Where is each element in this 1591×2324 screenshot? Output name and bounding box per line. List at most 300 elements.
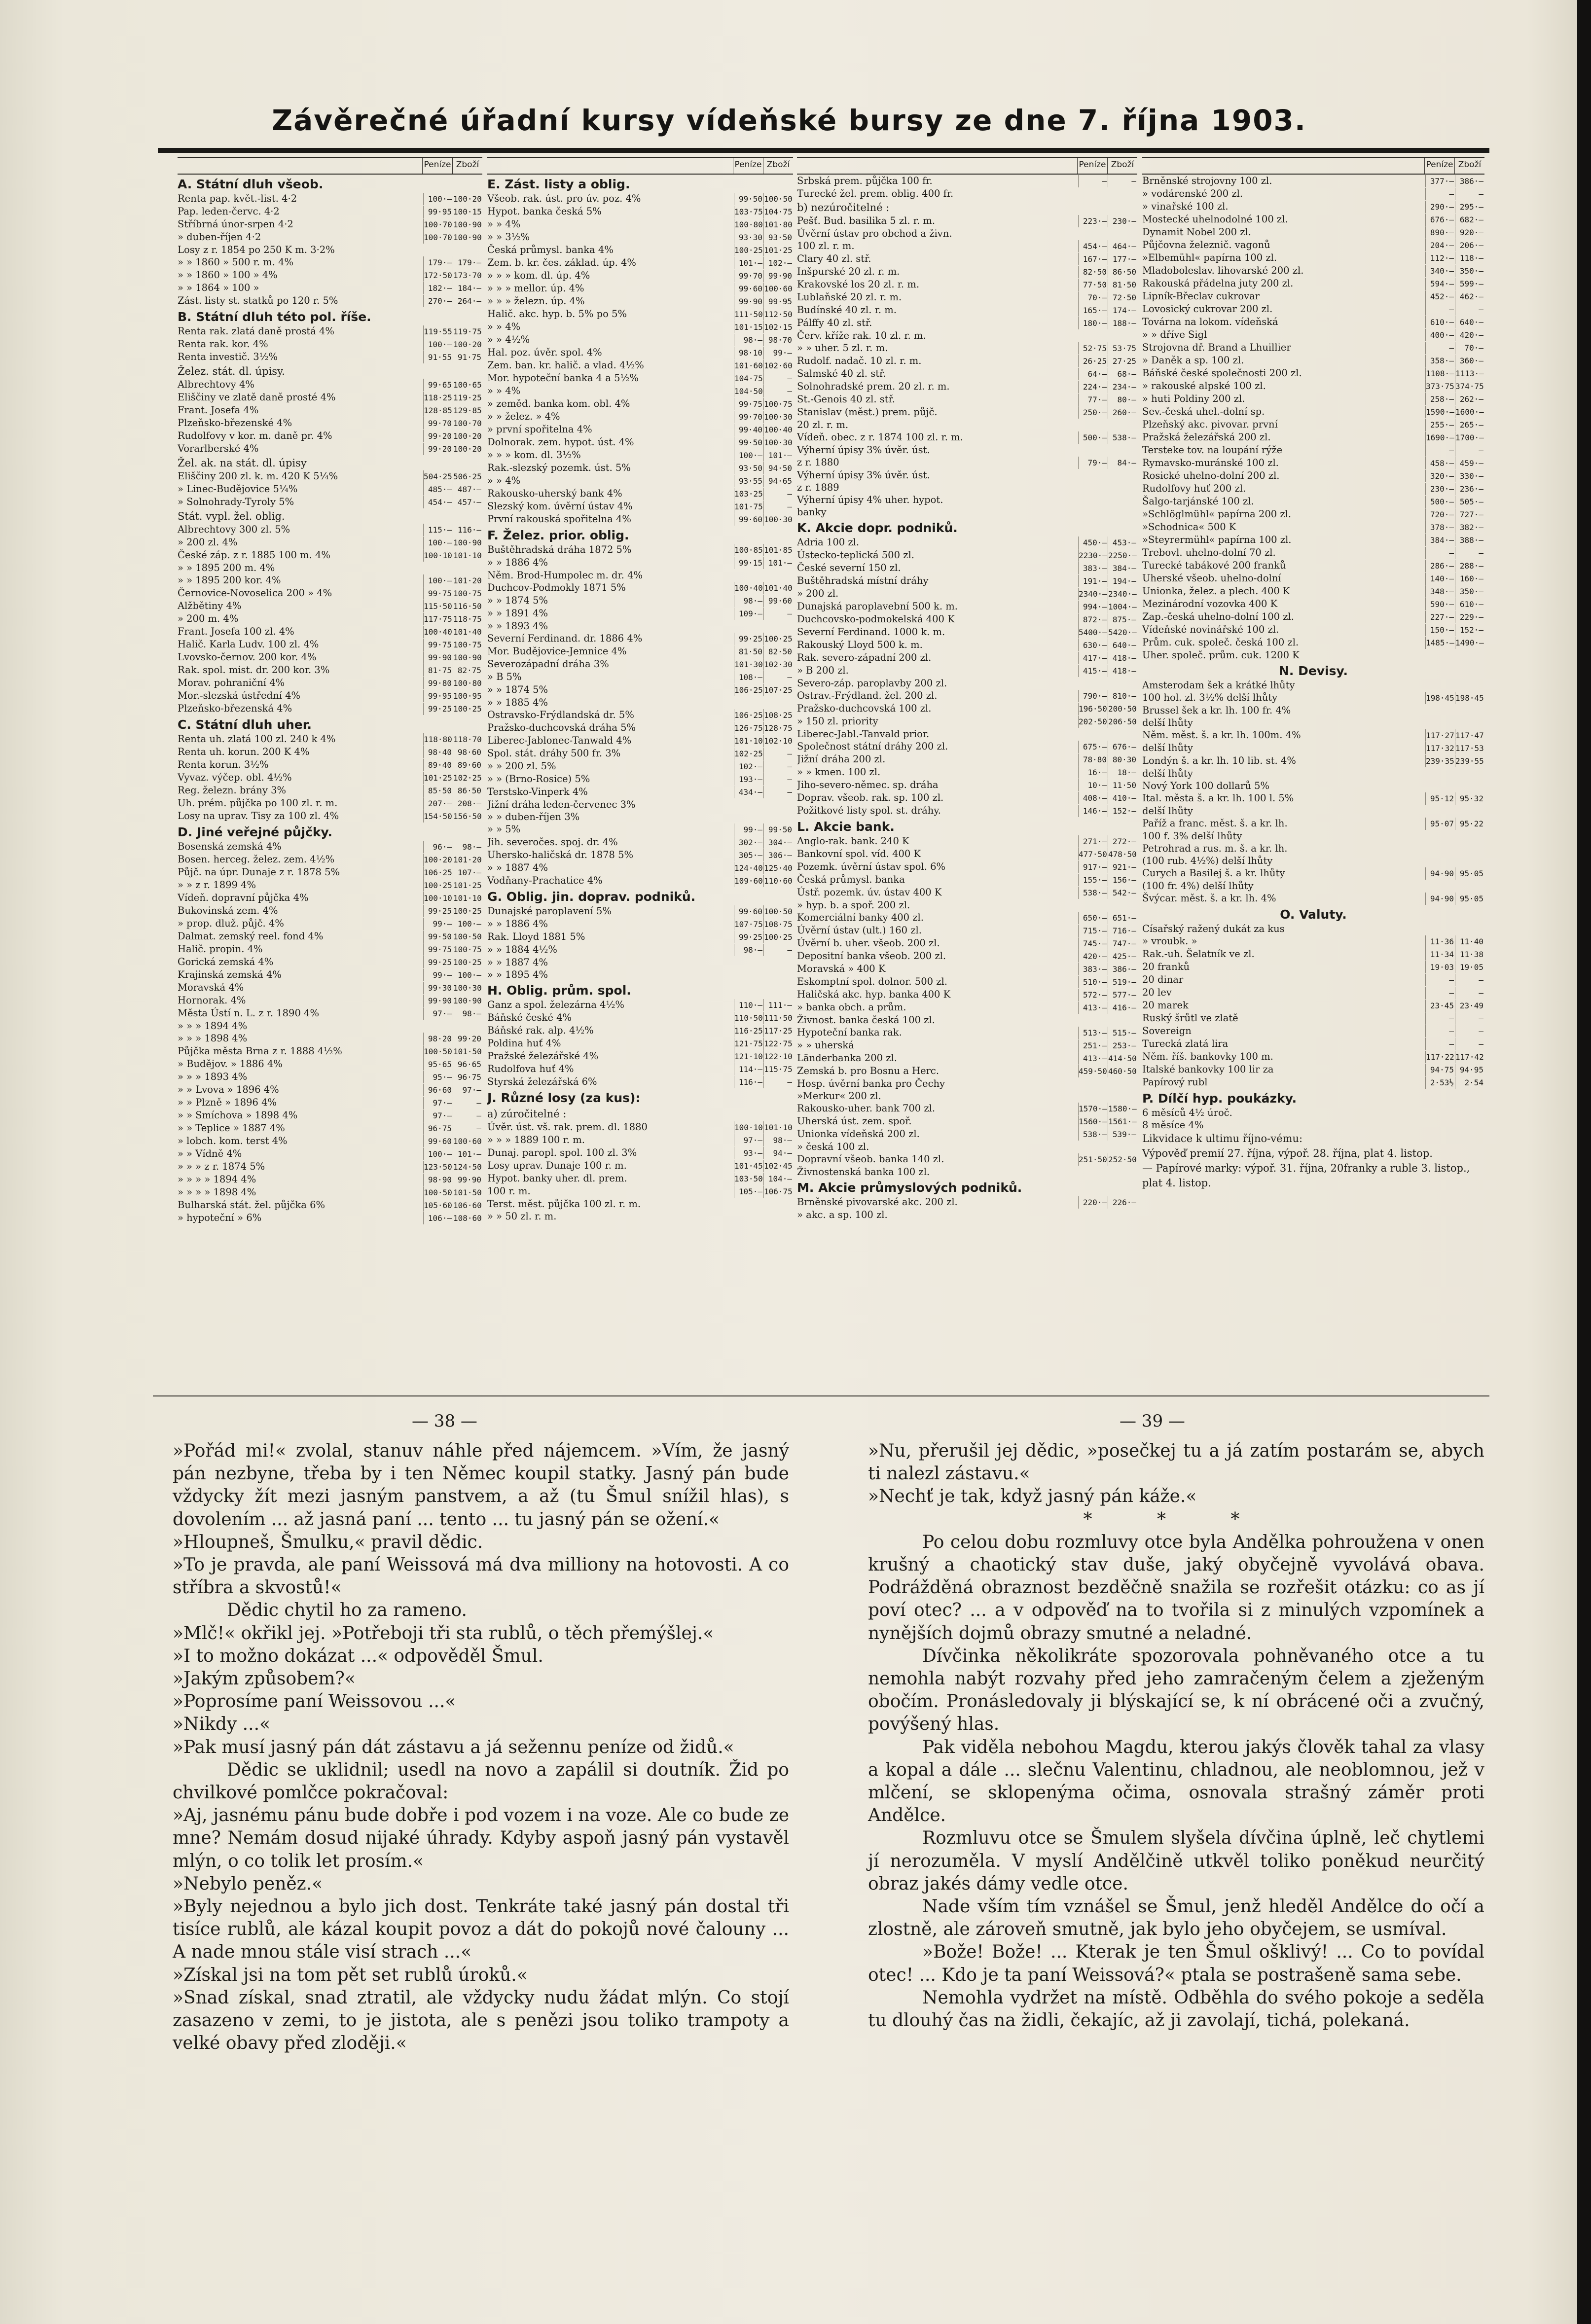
- rate-row: [797, 549, 1137, 562]
- security-name: delší lhůty: [1142, 742, 1193, 753]
- price-zbozi: —: [763, 608, 793, 620]
- security-name: Losy na uprav. Tisy za 100 zl. 4%: [178, 810, 339, 822]
- rate-row: [487, 773, 793, 786]
- price-penize: 172·50: [423, 269, 453, 282]
- security-name: Jiho-severo-němec. sp. dráha: [797, 779, 939, 790]
- security-name: Renta rak. zlatá daně prostá 4%: [178, 325, 334, 337]
- rate-row: [487, 607, 793, 620]
- security-name: Severo-záp. paroplavby 200 zl.: [797, 678, 947, 689]
- section-divider: [153, 1395, 1489, 1396]
- security-name: Vorarlberské 4%: [178, 443, 259, 454]
- price-penize: 204·—: [1425, 239, 1455, 251]
- rate-row: [178, 404, 482, 417]
- security-name: Nový York 100 dollarů 5%: [1142, 780, 1270, 791]
- price-zbozi: 98·—: [453, 841, 482, 853]
- security-name: Gorická zemská 4%: [178, 956, 274, 967]
- price-penize: 239·35: [1425, 755, 1455, 767]
- price-zbozi: 116·—: [453, 524, 482, 536]
- rate-row: [1142, 1107, 1484, 1119]
- security-name: » » 1860 » 100 » 4%: [178, 269, 278, 281]
- security-name: » » z r. 1899 4%: [178, 879, 256, 891]
- price-zbozi: 505·—: [1455, 496, 1484, 508]
- price-zbozi: 384·—: [1108, 562, 1137, 574]
- security-name: Hypoteční banka rak.: [797, 1027, 902, 1038]
- price-zbozi: 577·—: [1108, 989, 1137, 1001]
- price-zbozi: 100·50: [453, 930, 482, 943]
- price-penize: 124·40: [734, 862, 763, 874]
- security-name: Všeob. rak. úst. pro úv. poz. 4%: [487, 193, 641, 204]
- price-penize: 99·—: [423, 969, 453, 981]
- rate-row: [487, 930, 793, 943]
- price-zbozi: 91·75: [453, 351, 482, 363]
- rate-row: [178, 536, 482, 549]
- price-zbozi: 101·20: [453, 854, 482, 866]
- rate-row: [1142, 393, 1484, 405]
- rate-row: [797, 860, 1137, 873]
- price-zbozi: 264·—: [453, 295, 482, 307]
- security-name: Rak.-uh. Šelatník ve zl.: [1142, 948, 1255, 960]
- rate-row: [1142, 367, 1484, 380]
- rate-row: [1142, 767, 1484, 780]
- price-zbozi: 388·—: [1455, 534, 1484, 546]
- price-zbozi: 1004·—: [1108, 601, 1137, 613]
- security-name: Pešť. Bud. basilika 5 zl. r. m.: [797, 215, 936, 226]
- price-penize: 117·22: [1425, 1051, 1455, 1063]
- security-name: Výherní úpisy 3% úvěr. úst.: [797, 469, 930, 481]
- security-name: Půjčovna železnič. vagonů: [1142, 239, 1270, 250]
- price-zbozi: 101·—: [763, 557, 793, 569]
- price-zbozi: 234·—: [1108, 381, 1137, 393]
- subsection-heading: b) nezúročitelné :: [797, 202, 890, 214]
- price-zbozi: 110·60: [763, 875, 793, 887]
- price-penize: 96·—: [423, 841, 453, 853]
- security-name: Báňské rak. alp. 4½%: [487, 1025, 594, 1036]
- price-penize: 100·25: [423, 879, 453, 892]
- price-zbozi: 115·75: [763, 1063, 793, 1075]
- rate-row: [487, 861, 793, 874]
- price-zbozi: 95·05: [1455, 867, 1484, 880]
- rate-row: [487, 721, 793, 734]
- security-name: » vodárenské 200 zl.: [1142, 188, 1243, 199]
- rate-row: [1142, 636, 1484, 649]
- rate-row: [1142, 935, 1484, 948]
- story-paragraph: »Byly nejednou a bylo jich dost. Tenkráte také jasný pán dostal tři tisíce rublů, ale kázal koupit povoz a dát do pokojů nové čalouny ... A nade mnou stále visí strach ...«: [173, 1896, 789, 1963]
- security-name: 100 hol. zl. 3½% delší lhůty: [1142, 692, 1278, 703]
- security-name: 100 zl. r. m.: [797, 240, 855, 251]
- price-penize: 117·75: [423, 613, 453, 625]
- price-zbozi: 80·30: [1108, 753, 1137, 766]
- rate-row: [797, 380, 1137, 393]
- security-name: Společnost státní dráhy 200 zl.: [797, 741, 948, 752]
- price-zbozi: 102·45: [763, 1160, 793, 1172]
- security-name: Eliščiny ve zlatě daně prosté 4%: [178, 392, 336, 403]
- rate-row: [487, 849, 793, 861]
- section-heading: G. Oblig. jin. doprav. podniků.: [487, 890, 696, 904]
- rate-row: [178, 549, 482, 562]
- price-zbozi: 118·75: [453, 613, 482, 625]
- security-name: Úvěrní b. uher. všeob. 200 zl.: [797, 937, 940, 949]
- security-name: Rak.-slezský pozemk. úst. 5%: [487, 462, 631, 473]
- price-penize: 227·—: [1425, 611, 1455, 623]
- security-name: Dalmat. zemský reel. fond 4%: [178, 930, 324, 942]
- security-name: » » 1895 200 kor. 4%: [178, 574, 281, 586]
- price-penize: 126·75: [734, 722, 763, 734]
- price-penize: 99·40: [734, 424, 763, 436]
- price-zbozi: 18·—: [1108, 766, 1137, 779]
- price-penize: —: [1425, 1038, 1455, 1050]
- rate-row: [178, 968, 482, 981]
- rate-row: [797, 715, 1137, 728]
- price-penize: 383·—: [1078, 963, 1108, 975]
- price-zbozi: 101·80: [763, 218, 793, 231]
- price-penize: 104·50: [734, 385, 763, 397]
- price-zbozi: 173·70: [453, 269, 482, 282]
- rate-row: [178, 1147, 482, 1160]
- rate-row: [487, 474, 793, 487]
- price-zbozi: 100·25: [453, 905, 482, 917]
- rate-row: [797, 766, 1137, 779]
- rate-row: [178, 904, 482, 917]
- rate-row: [487, 500, 793, 513]
- rate-row: [797, 753, 1137, 766]
- security-name: » » Vídně 4%: [178, 1148, 242, 1159]
- security-name: 20 lev: [1142, 987, 1172, 998]
- story-paragraph: »Nechť je tak, když jasný pán káže.«: [868, 1486, 1197, 1507]
- rate-row: [797, 240, 1137, 252]
- price-penize: 101·60: [734, 359, 763, 372]
- rate-row: [178, 338, 482, 351]
- rate-row: [1142, 948, 1484, 961]
- rate-row: [1142, 431, 1484, 444]
- security-name: delší lhůty: [1142, 768, 1193, 779]
- security-name: Rak. Lloyd 1881 5%: [487, 931, 585, 942]
- section-heading: E. Zást. listy a oblig.: [487, 177, 630, 191]
- security-name: Živnostenská banka 100 zl.: [797, 1166, 930, 1178]
- price-zbozi: 1580·—: [1108, 1103, 1137, 1115]
- security-name: 100 f. 3% delší lhůty: [1142, 830, 1242, 842]
- price-zbozi: 515·—: [1108, 1027, 1137, 1039]
- price-penize: 745·—: [1078, 937, 1108, 950]
- exchange-rows: [487, 177, 793, 1222]
- price-zbozi: 252·50: [1108, 1153, 1137, 1166]
- rate-row: [487, 1172, 793, 1185]
- price-penize: 23·45: [1425, 1000, 1455, 1012]
- price-zbozi: 100·90: [453, 536, 482, 549]
- rate-row: [178, 417, 482, 429]
- rate-row: [487, 632, 793, 645]
- note-text: — Papírové marky: výpoř. 31. října, 20franky a ruble 3. listop., plat 4. listop.: [1142, 1162, 1470, 1189]
- rate-row: [1142, 649, 1484, 661]
- rate-row: [178, 746, 482, 758]
- security-name: » hyp. b. a spoř. 200 zl.: [797, 899, 910, 911]
- price-penize: 100·—: [423, 1148, 453, 1160]
- rate-row: [797, 304, 1137, 317]
- story-paragraph: »Pak musí jasný pán dát zástavu a já sežennu peníze od židů.«: [173, 1737, 734, 1757]
- price-penize: 100·40: [734, 582, 763, 594]
- subsection-heading: a) zúročitelné :: [487, 1108, 567, 1120]
- price-penize: 1560·—: [1078, 1115, 1108, 1128]
- security-name: Liberec-Jablonec-Tanwald 4%: [487, 735, 632, 746]
- price-zbozi: 122·75: [763, 1037, 793, 1050]
- rate-row: [797, 1090, 1137, 1102]
- price-zbozi: 747·—: [1108, 937, 1137, 950]
- price-zbozi: 651·—: [1108, 912, 1137, 924]
- rate-row: [487, 1075, 793, 1088]
- price-penize: 100·70: [423, 218, 453, 231]
- price-zbozi: 260·—: [1108, 406, 1137, 419]
- price-zbozi: 94·—: [763, 1147, 793, 1159]
- price-penize: 94·90: [1425, 867, 1455, 880]
- price-penize: 91·55: [423, 351, 453, 363]
- price-zbozi: 538·—: [1108, 431, 1137, 444]
- price-zbozi: 330·—: [1455, 470, 1484, 482]
- security-name: Slezský kom. úvěrní ústav 4%: [487, 501, 633, 512]
- story-paragraph: Dědic se uklidnil; usedl na novo a zapálil si doutník. Žid po chvilkové pomlčce pokračoval:: [173, 1759, 789, 1803]
- price-zbozi: 101·50: [453, 1186, 482, 1199]
- price-penize: 1590·—: [1425, 406, 1455, 418]
- security-name: » Linec-Budějovice 5¼%: [178, 483, 298, 495]
- price-penize: 96·60: [423, 1084, 453, 1096]
- security-name: Červ. kříže rak. 10 zl. r. m.: [797, 330, 926, 341]
- rate-row: [797, 175, 1137, 187]
- price-zbozi: 107·25: [763, 684, 793, 696]
- rate-row: [178, 994, 482, 1007]
- price-penize: 1485·—: [1425, 637, 1455, 649]
- price-penize: 676·—: [1425, 214, 1455, 226]
- rate-row: [797, 215, 1137, 227]
- security-name: Uherské všeob. uhelno-dolní: [1142, 572, 1281, 584]
- exchange-column-2: [487, 157, 793, 1222]
- rate-row: [178, 269, 482, 282]
- rate-row: [797, 911, 1137, 924]
- rate-row: [1142, 1012, 1484, 1025]
- price-zbozi: 82·75: [453, 664, 482, 677]
- security-name: Turecká zlatá lira: [1142, 1038, 1229, 1049]
- story-paragraph: Nade vším tím vznášel se Šmul, jenž hleděl Andělce do očí a zlostně, ale zároveň smutně, jak bylo jeho obyčejem, se usmíval.: [868, 1896, 1484, 1940]
- price-zbozi: 100·25: [763, 931, 793, 943]
- column-header: [797, 157, 1137, 175]
- rate-row: [487, 798, 793, 811]
- title-rule: [158, 148, 1489, 153]
- price-penize: 504·25: [423, 470, 453, 483]
- security-name: » zeměd. banka kom. obl. 4%: [487, 398, 630, 409]
- rate-row: [487, 1037, 793, 1050]
- rate-row: [1142, 623, 1484, 636]
- security-name: Bosen. herceg. želez. zem. 4½%: [178, 854, 335, 865]
- security-name: Albrechtovy 300 zl. 5%: [178, 524, 290, 535]
- price-penize: 167·—: [1078, 253, 1108, 265]
- price-zbozi: 610·—: [1455, 598, 1484, 610]
- security-name: Mor. hypoteční banka 4 a 5½%: [487, 372, 639, 384]
- security-name: Mostecké uhelnodolné 100 zl.: [1142, 214, 1288, 225]
- price-zbozi: 116·50: [453, 600, 482, 612]
- price-penize: —: [1425, 1025, 1455, 1037]
- rate-row: [487, 282, 793, 295]
- price-zbozi: 100·15: [453, 206, 482, 218]
- price-zbozi: 200·50: [1108, 703, 1137, 715]
- price-penize: 97·—: [423, 1109, 453, 1122]
- security-name: Liberec-Jabl.-Tanvald prior.: [797, 728, 930, 740]
- rate-row: [797, 481, 1137, 494]
- price-zbozi: 86·50: [453, 785, 482, 797]
- rate-row: [797, 639, 1137, 651]
- security-name: » » » » 1894 4%: [178, 1174, 256, 1185]
- price-penize: 94·75: [1425, 1064, 1455, 1076]
- price-zbozi: 177·—: [1108, 253, 1137, 265]
- price-penize: 116·—: [734, 1076, 763, 1088]
- price-penize: 202·50: [1078, 715, 1108, 728]
- price-penize: 500·—: [1078, 431, 1108, 444]
- security-name: Zem. ban. kr. halič. a vlad. 4½%: [487, 359, 644, 371]
- header-zbozi: Zboží: [452, 158, 482, 174]
- rate-row: [1142, 251, 1484, 264]
- rate-row: [487, 449, 793, 462]
- price-zbozi: 81·50: [1108, 279, 1137, 291]
- header-penize: Peníze: [422, 158, 452, 174]
- price-penize: 99·60: [734, 905, 763, 918]
- story-paragraph: Po celou dobu rozmluvy otce byla Andělka pohroužena v onen krušný a chaotický stav duše, jaký obyčejně vyvolává obava. Podrážděná obraznost bezděčně snažila se rozřešit otázku: co as jí poví otec? ... a v odpověď na to tvořila si z minulých vzpomínek a nynějších dojmů obrazy smutné a neladné.: [868, 1532, 1484, 1644]
- price-penize: 99·60: [734, 513, 763, 526]
- security-name: Buštěhradská místní dráhy: [797, 575, 929, 586]
- security-name: Rosické uhelno-dolní 200 zl.: [1142, 470, 1280, 481]
- rate-row: [797, 317, 1137, 329]
- price-penize: 106·25: [734, 709, 763, 721]
- price-penize: 890·—: [1425, 226, 1455, 239]
- rate-row: [1142, 405, 1484, 418]
- security-name: Švýcar. měst. š. a kr. lh. 4%: [1142, 893, 1276, 904]
- security-name: » » » 1893 4%: [178, 1071, 248, 1082]
- price-zbozi: 304·—: [763, 836, 793, 849]
- security-name: Zap.-česká uhelno-dolní 100 zl.: [1142, 611, 1294, 622]
- security-name: 8 měsíce 4%: [1142, 1119, 1204, 1131]
- exchange-column-1: [178, 157, 482, 1224]
- rate-row: [1142, 805, 1484, 817]
- rate-row: [487, 943, 793, 956]
- rate-row: [1142, 495, 1484, 508]
- rate-row: [487, 1159, 793, 1172]
- price-penize: 106·25: [423, 866, 453, 879]
- price-zbozi: 295·—: [1455, 201, 1484, 213]
- price-zbozi: 99·50: [763, 823, 793, 836]
- price-penize: 100·—: [423, 338, 453, 351]
- price-zbozi: 111·—: [763, 999, 793, 1011]
- security-name: 20 dinar: [1142, 974, 1184, 985]
- rate-row: [797, 1039, 1137, 1052]
- security-name: »Elbemühl« papírna 100 zl.: [1142, 252, 1277, 263]
- price-penize: 101·10: [734, 735, 763, 747]
- price-zbozi: 53·75: [1108, 342, 1137, 355]
- price-penize: 250·—: [1078, 406, 1108, 419]
- price-penize: 98·10: [734, 347, 763, 359]
- price-zbozi: 99·95: [763, 295, 793, 308]
- rate-row: [178, 429, 482, 442]
- price-penize: 118·80: [423, 733, 453, 746]
- rate-row: [178, 733, 482, 746]
- rate-row: [1142, 973, 1484, 986]
- price-zbozi: 418·—: [1108, 665, 1137, 677]
- security-name: Alžbětiny 4%: [178, 600, 242, 611]
- price-penize: 99·90: [423, 995, 453, 1007]
- security-name: » » » mellor. úp. 4%: [487, 283, 584, 294]
- price-penize: 150·—: [1425, 624, 1455, 636]
- price-zbozi: 106·75: [763, 1185, 793, 1198]
- rate-row: [1142, 1119, 1484, 1131]
- price-penize: 193·—: [734, 773, 763, 786]
- rate-row: [797, 702, 1137, 715]
- security-name: Prům. cuk. společ. česká 100 zl.: [1142, 637, 1299, 648]
- rate-row: [1142, 830, 1484, 842]
- price-penize: 477·50: [1078, 848, 1108, 860]
- price-zbozi: 124·50: [453, 1161, 482, 1173]
- price-penize: 191·—: [1078, 575, 1108, 587]
- price-penize: 715·—: [1078, 925, 1108, 937]
- rate-row: [487, 436, 793, 449]
- price-penize: 99·75: [423, 587, 453, 600]
- rate-row: [178, 1122, 482, 1135]
- rate-row: [178, 391, 482, 404]
- price-zbozi: 117·25: [763, 1025, 793, 1037]
- price-zbozi: —: [763, 385, 793, 397]
- rate-row: [797, 456, 1137, 469]
- price-penize: 454·—: [1078, 240, 1108, 252]
- price-penize: 408·—: [1078, 792, 1108, 804]
- price-zbozi: 11·50: [1108, 779, 1137, 791]
- rate-row: [797, 1115, 1137, 1128]
- price-zbozi: 99·20: [453, 1033, 482, 1045]
- rate-row: [797, 975, 1137, 988]
- security-name: Ganz a spol. železárna 4½%: [487, 999, 624, 1010]
- price-penize: 675·—: [1078, 741, 1108, 753]
- security-name: Dunajská paroplavební 500 k. m.: [797, 601, 958, 612]
- price-zbozi: 230·—: [1108, 215, 1137, 227]
- price-zbozi: 104·—: [763, 1173, 793, 1185]
- price-zbozi: 682·—: [1455, 214, 1484, 226]
- price-penize: 302·—: [734, 836, 763, 849]
- exchange-column-3: [797, 157, 1137, 1221]
- note-text: Likvidace k ultimu říjno-vému:: [1142, 1133, 1303, 1144]
- security-name: delší lhůty: [1142, 805, 1193, 817]
- price-penize: 100·—: [423, 193, 453, 205]
- section-heading: B. Státní dluh této pol. říše.: [178, 310, 371, 324]
- rate-row: [487, 1024, 793, 1037]
- rate-row: [1142, 213, 1484, 226]
- security-name: Unionka vídeňská 200 zl.: [797, 1128, 920, 1140]
- price-penize: 146·—: [1078, 805, 1108, 817]
- rate-row: [1142, 521, 1484, 534]
- security-name: » 200 m. 4%: [178, 613, 239, 624]
- price-zbozi: 97·—: [453, 1084, 482, 1096]
- security-name: Česká průmysl. banka: [797, 874, 905, 885]
- price-zbozi: 253·—: [1108, 1039, 1137, 1052]
- security-name: Frant. Josefa 4%: [178, 404, 259, 416]
- price-penize: 154·50: [423, 810, 453, 822]
- rate-row: [1142, 716, 1484, 729]
- rate-row: [797, 562, 1137, 574]
- price-penize: 99·60: [423, 1135, 453, 1147]
- security-name: Dynamit Nobel 200 zl.: [1142, 226, 1251, 238]
- price-zbozi: —: [1455, 1012, 1484, 1025]
- price-penize: 500·—: [1425, 496, 1455, 508]
- price-zbozi: 265·—: [1455, 419, 1484, 431]
- rate-row: [797, 278, 1137, 291]
- price-penize: 95·65: [423, 1058, 453, 1071]
- rate-row: [487, 760, 793, 773]
- price-penize: 77·—: [1078, 393, 1108, 406]
- price-zbozi: 100·30: [453, 982, 482, 994]
- rate-row: [1142, 867, 1484, 880]
- security-name: Císařský ražený dukát za kus: [1142, 923, 1285, 934]
- price-zbozi: 117·53: [1455, 742, 1484, 754]
